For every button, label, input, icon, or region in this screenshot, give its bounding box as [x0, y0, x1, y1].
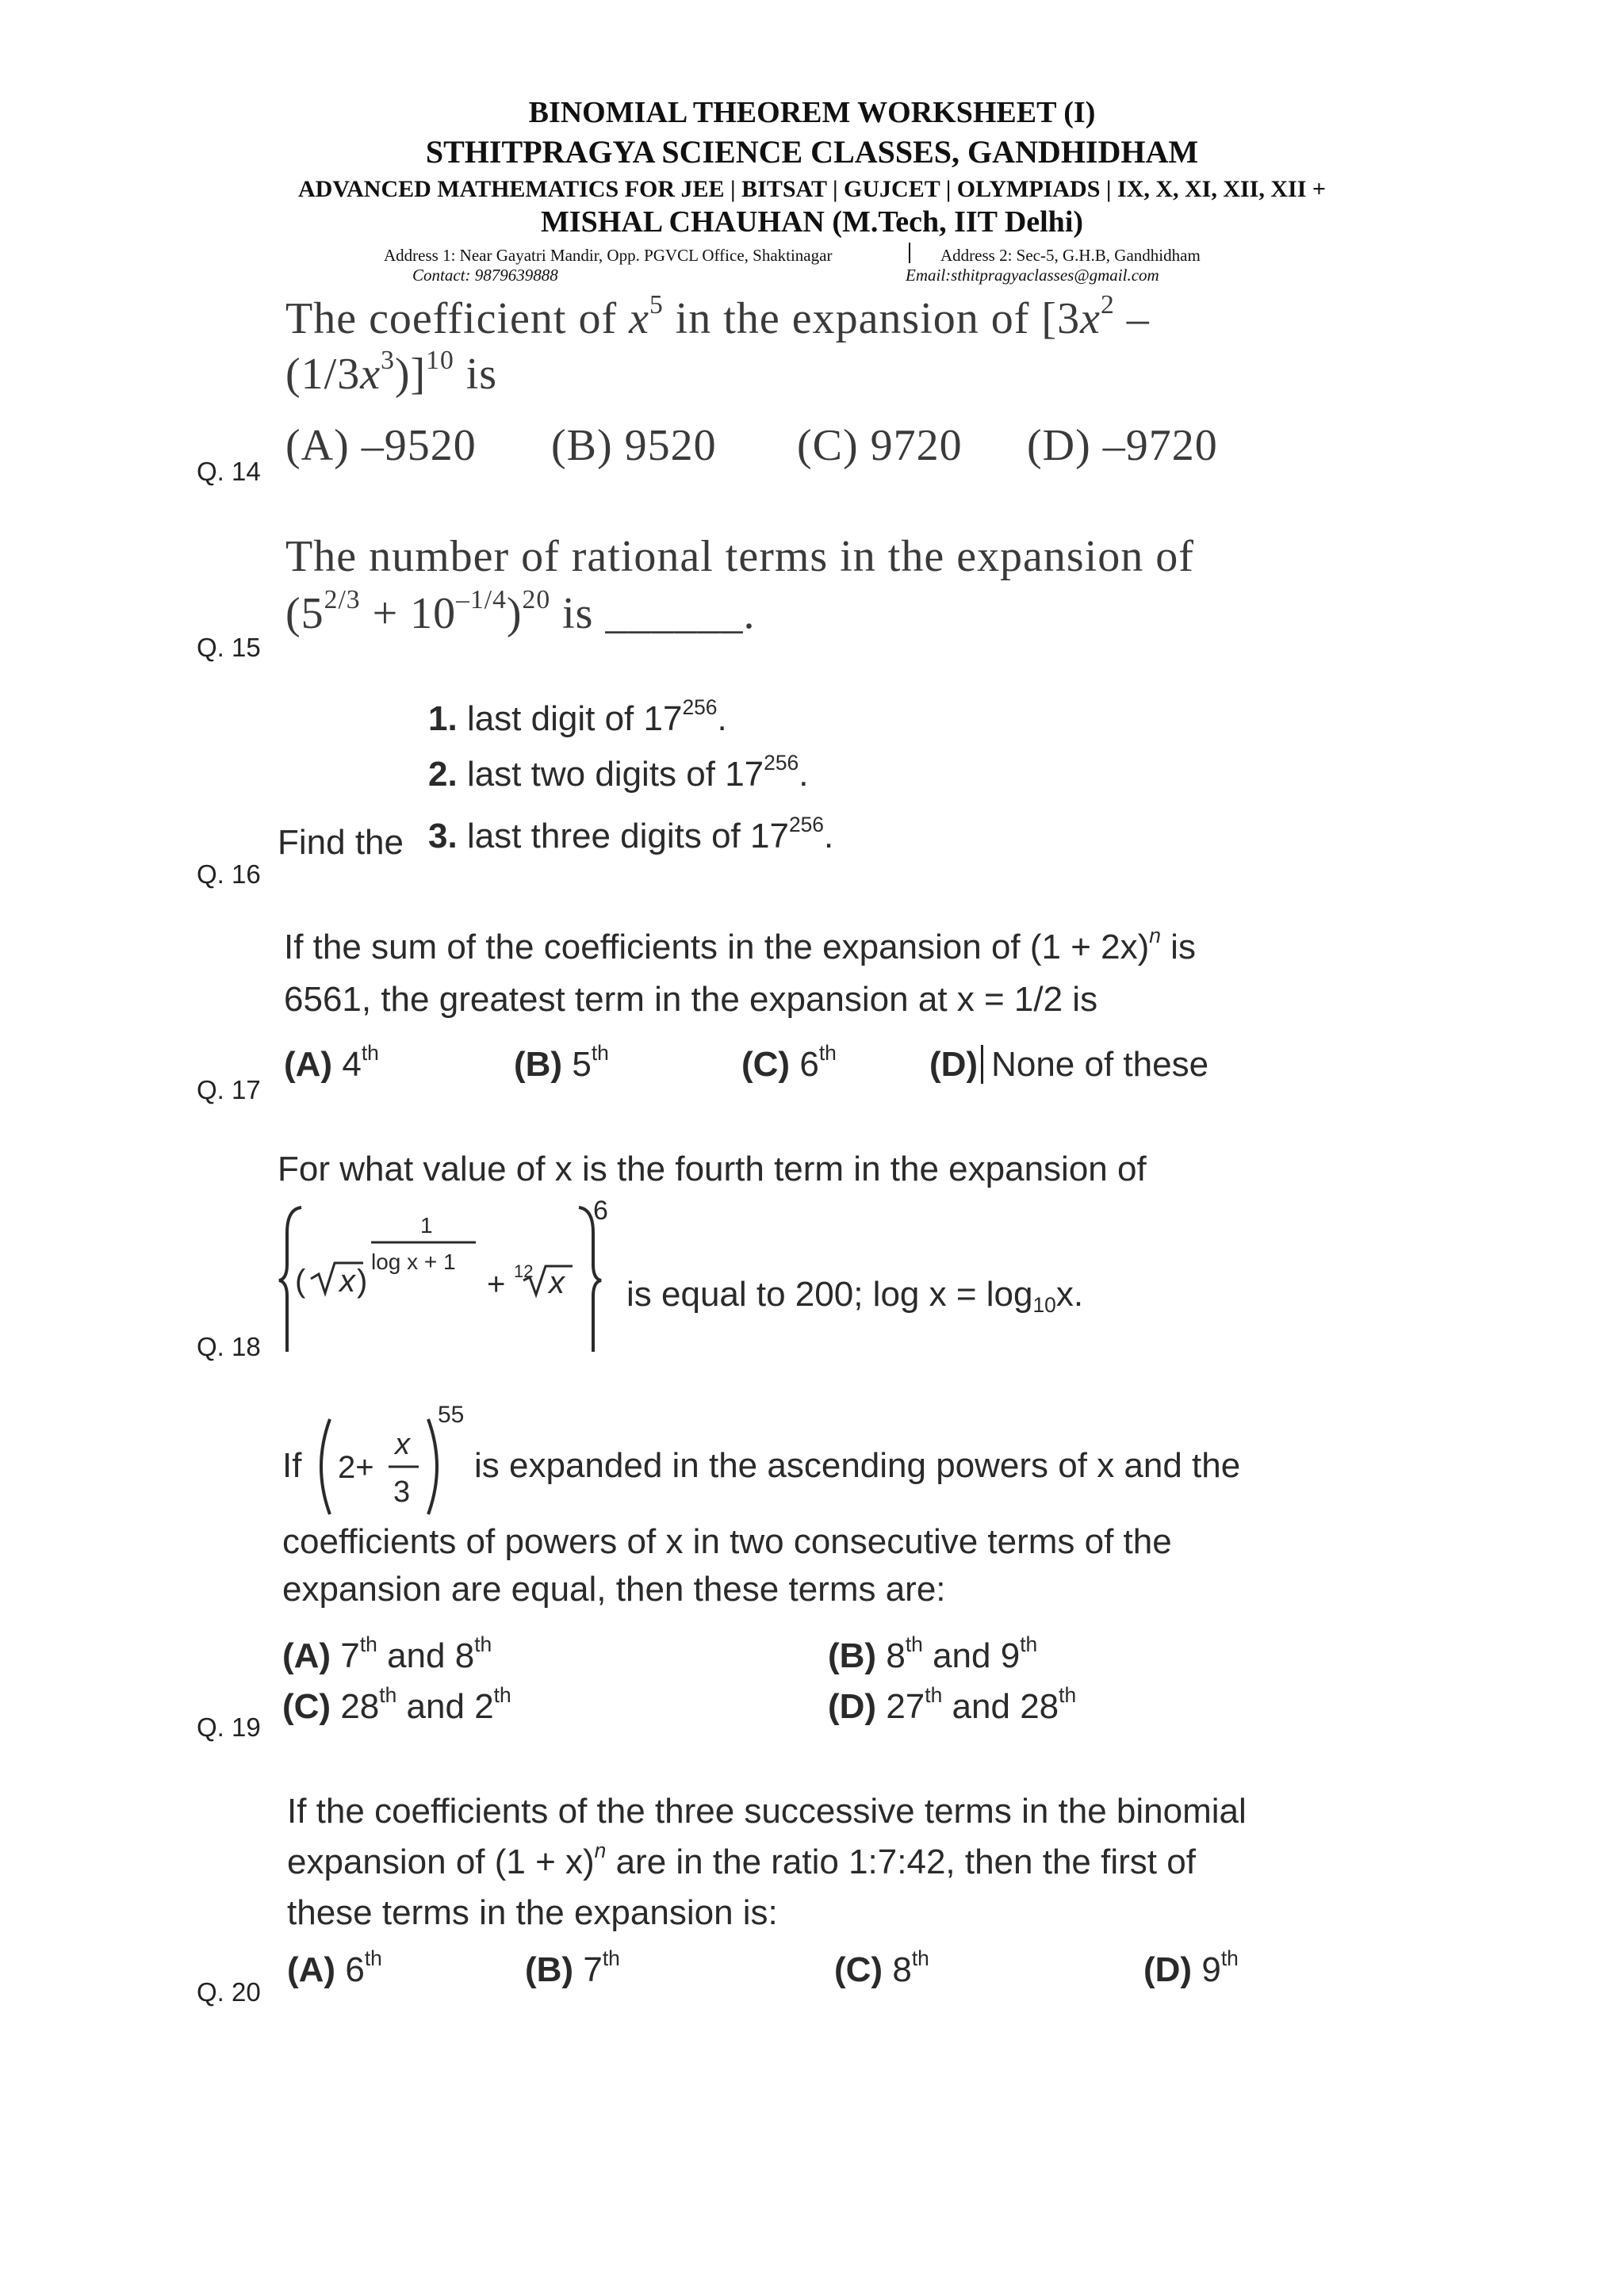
q20-line3: these terms in the expansion is:	[287, 1893, 778, 1932]
svg-text:1: 1	[420, 1213, 433, 1238]
q16-item-3: 3. last three digits of $17^{256}$.	[428, 813, 834, 855]
svg-text:x: x	[549, 1265, 565, 1300]
q16-item-1: 1. last digit of $17^{256}$.	[428, 695, 727, 738]
q17-line2: 6561, the greatest term in the expansion at x = 1/2 is	[284, 980, 1098, 1019]
q19-option-b: (B) 8th and 9th	[828, 1632, 1038, 1675]
q14-option-b: (B) 9520	[551, 421, 717, 470]
teacher-name: MISHAL CHAUHAN (M.Tech, IIT Delhi)	[540, 205, 1084, 239]
question-number: Q. 19	[197, 1712, 261, 1742]
q20-line1: If the coefficients of the three successive terms in the binomial	[287, 1792, 1247, 1831]
address-1: Address 1: Near Gayatri Mandir, Opp. PGVCL Office, Shaktinagar	[384, 246, 833, 265]
q18-tail: is equal to 200; $\log x = \log_{10}x$.	[626, 1275, 1084, 1317]
q17-option-a: (A) 4th	[284, 1041, 379, 1084]
svg-text:12: 12	[514, 1261, 534, 1281]
institute-name: STHITPRAGYA SCIENCE CLASSES, GANDHIDHAM	[425, 134, 1199, 170]
q18-expression	[278, 1201, 619, 1360]
question-number: Q. 15	[197, 633, 261, 662]
q14-option-c: (C) 9720	[797, 421, 963, 470]
q20-line2: expansion of $(1 + x)^n$ are in the ratio 1:7:42, then the first of	[287, 1839, 1196, 1881]
q18-exponent: 6	[593, 1196, 608, 1226]
q17-line1: If the sum of the coefficients in the expansion of $(1 + 2x)^n$ is	[284, 924, 1196, 966]
question-number: Q. 17	[197, 1075, 261, 1104]
q17-option-d: (D) None of these	[929, 1045, 1209, 1084]
svg-text:(: (	[295, 1264, 306, 1299]
svg-text:2+: 2+	[338, 1450, 374, 1485]
q19-line2: coefficients of powers of x in two consecutive terms of the	[282, 1522, 1172, 1561]
q16-lead: Find the	[278, 823, 404, 862]
svg-text:+: +	[487, 1267, 506, 1302]
divider	[909, 243, 910, 263]
address-2: Address 2: Sec-5, G.H.B, Gandhidham	[940, 246, 1201, 265]
q16-item-2: 2. last two digits of $17^{256}$.	[428, 751, 809, 794]
contact: Contact: 9879639888	[412, 266, 558, 285]
q14-line1: The coefficient of $x^5$ in the expansion of [$3x^2$ –	[285, 289, 1150, 343]
q19-power: 55	[438, 1402, 465, 1428]
q18-formula-svg	[278, 1201, 619, 1360]
q20-option-a: (A) 6th	[287, 1946, 382, 1989]
q19-line3: expansion are equal, then these terms are:	[282, 1570, 946, 1609]
q15-line1: The number of rational terms in the expansion of	[285, 532, 1194, 581]
q19-option-c: (C) 28th and 2th	[282, 1683, 511, 1726]
email: Email:sthitpragyaclasses@gmail.com	[906, 266, 1159, 285]
question-number: Q. 14	[197, 457, 261, 486]
q19-option-d: (D) 27th and 28th	[828, 1683, 1077, 1726]
courses-line: ADVANCED MATHEMATICS FOR JEE | BITSAT | GUJCET | OLYMPIADS | IX, X, XI, XII, XII +	[298, 176, 1326, 202]
q14-option-d: (D) –9720	[1027, 421, 1218, 470]
question-number: Q. 18	[197, 1332, 261, 1361]
svg-text:): )	[357, 1264, 368, 1299]
worksheet-title: BINOMIAL THEOREM WORKSHEET (I)	[528, 96, 1096, 129]
q14-line2: $(1/3x^3)]^{10}$ is	[285, 345, 498, 399]
q19-line1: is expanded in the ascending powers of x and the	[474, 1446, 1241, 1485]
q20-option-d: (D) 9th	[1143, 1946, 1239, 1989]
svg-text:log x + 1: log x + 1	[371, 1249, 456, 1274]
q14-option-a: (A) –9520	[285, 421, 477, 470]
svg-text:x: x	[395, 1428, 410, 1461]
svg-text:3: 3	[393, 1475, 411, 1509]
q20-option-c: (C) 8th	[834, 1946, 929, 1989]
question-number: Q. 16	[197, 859, 261, 889]
q17-option-c: (C) 6th	[741, 1041, 837, 1084]
question-number: Q. 20	[197, 1977, 261, 2007]
svg-text:x: x	[339, 1264, 355, 1299]
q19-if: If	[282, 1446, 302, 1485]
q15-line2: $(5^{2/3} + 10^{-1/4})^{20}$ is ______.	[285, 584, 756, 638]
q19-option-a: (A) 7th and 8th	[282, 1632, 492, 1675]
q17-option-b: (B) 5th	[514, 1041, 609, 1084]
q18-line1: For what value of x is the fourth term in the expansion of	[278, 1150, 1147, 1188]
q20-option-b: (B) 7th	[525, 1946, 620, 1989]
